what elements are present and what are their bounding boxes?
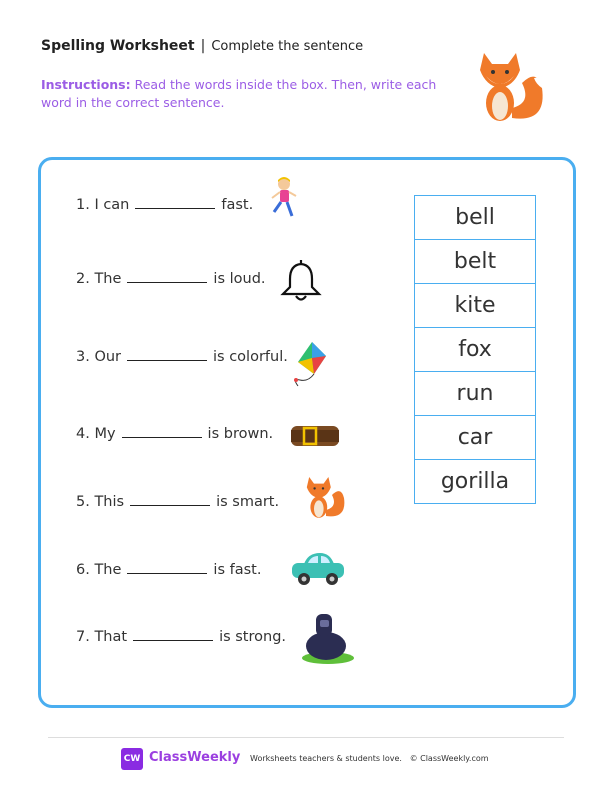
word-bank-item: fox: [415, 328, 535, 372]
sentence-6: [76, 561, 261, 578]
word-bank-item: gorilla: [440, 469, 510, 494]
car-icon: [290, 550, 346, 588]
instructions-label: Instructions:: [41, 77, 131, 92]
sentence-end: fast.: [221, 197, 254, 213]
gorilla-icon: [298, 610, 356, 666]
word-bank-item: belt: [415, 240, 535, 284]
sentence-1: [76, 196, 253, 213]
answer-blank[interactable]: [127, 561, 207, 574]
bell-icon: [280, 257, 322, 303]
word-bank-item: car: [415, 416, 535, 460]
sentence-start: 1. I can: [76, 197, 130, 213]
tagline: Worksheets teachers & students love.: [250, 754, 402, 763]
word-bank-item: bell: [415, 196, 535, 240]
sentence-end: is colorful.: [213, 349, 288, 365]
answer-blank[interactable]: [130, 493, 210, 506]
brand-name: ClassWeekly: [149, 750, 241, 765]
sentence-end: is smart.: [216, 494, 280, 510]
sentence-4: [76, 425, 273, 442]
word-bank-item: run: [415, 372, 535, 416]
word-bank-item: kite: [415, 284, 535, 328]
footer-divider: [48, 737, 564, 738]
footer-tagline: [250, 754, 489, 763]
instructions: [41, 76, 441, 112]
instructions-text: Read the words inside the box. Then, write each word in the correct sentence.: [41, 77, 437, 110]
sentence-start: 7. That: [76, 629, 128, 645]
title-separator: |: [200, 38, 206, 54]
belt-icon: [290, 422, 340, 450]
fox-icon: [296, 472, 350, 524]
kite-icon: [288, 340, 328, 392]
sentence-start: 3. Our: [76, 349, 122, 365]
sentence-end: is loud.: [213, 271, 266, 287]
worksheet-title: [41, 38, 363, 54]
classweekly-logo: CW: [121, 748, 143, 770]
sentence-start: 2. The: [76, 271, 122, 287]
sentence-3: [76, 348, 288, 365]
answer-blank[interactable]: [127, 270, 207, 283]
fox-icon: [462, 48, 552, 128]
sentence-start: 5. This: [76, 494, 125, 510]
sentence-end: is strong.: [219, 629, 287, 645]
running-girl-icon: [268, 176, 300, 218]
answer-blank[interactable]: [135, 196, 215, 209]
answer-blank[interactable]: [133, 628, 213, 641]
sentence-5: [76, 493, 279, 510]
sentence-start: 6. The: [76, 562, 122, 578]
sentence-end: is fast.: [213, 562, 262, 578]
subtitle: Complete the sentence: [211, 39, 364, 54]
copyright: © ClassWeekly.com: [409, 754, 489, 763]
answer-blank[interactable]: [127, 348, 207, 361]
sentence-2: [76, 270, 266, 287]
answer-blank[interactable]: [122, 425, 202, 438]
sentence-7: [76, 628, 286, 645]
title-text: Spelling Worksheet: [41, 38, 195, 54]
sentence-end: is brown.: [207, 426, 274, 442]
word-bank: [414, 195, 536, 504]
sentence-start: 4. My: [76, 426, 116, 442]
